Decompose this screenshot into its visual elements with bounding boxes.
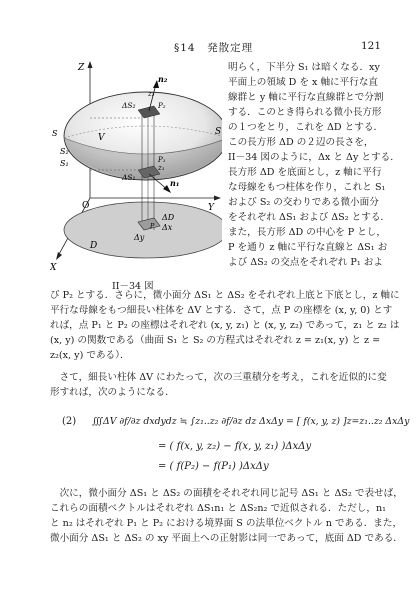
text-line: z₂(x, y) である）． xyxy=(50,350,130,361)
text-line: また，長方形 ΔD の中心を P とし， xyxy=(228,227,386,238)
text-line: 平行な母線をもつ細長い柱体を ΔV とする．さて，点 P の座標を (x, y, 0) とす xyxy=(50,305,393,316)
text-line: および S₂ の交わりである微小面分 xyxy=(228,197,379,208)
label-ds1: ΔS₁ xyxy=(122,173,136,182)
page-number: 121 xyxy=(361,40,382,52)
text-line: 長方形 ΔD を底面とし，z 軸に平行 xyxy=(228,167,382,178)
text-line: これらの面積ベクトルはそれぞれ ΔS₁n₁ と ΔS₂n₂ で近似される．ただし，n₁ xyxy=(50,503,386,514)
text-line: P を通り z 軸に平行な直線と ΔS₁ お xyxy=(228,242,388,253)
text-line: と n₂ はそれぞれ P₁ と P₂ における境界面 S の法単位ベクトル n である．また， xyxy=(50,518,403,529)
label-d: D xyxy=(90,241,98,251)
label-z1: z₁ xyxy=(158,164,165,172)
y-arrow-icon xyxy=(214,196,221,201)
text-line: さて，細長い柱体 ΔV にわたって，次の三重積分を考え，これを近似的に変 xyxy=(50,372,387,383)
label-y: Y xyxy=(208,203,214,213)
label-x: X xyxy=(50,263,57,273)
equation-number: (2) xyxy=(62,416,77,427)
text-line: 平面上の領域 D を x 軸に平行な直 xyxy=(228,77,379,88)
label-dx: Δx xyxy=(162,223,173,232)
label-z2: z₂ xyxy=(148,90,155,98)
equation-line-1: ∭ΔV ∂f/∂z dxdydz ≒ ∫z₁..z₂ ∂f/∂z dz ΔxΔy = [ f(x, y, z) ]z=z₁..z₂ ΔxΔy xyxy=(92,416,410,427)
label-s-left: S xyxy=(52,129,58,138)
label-dd: ΔD xyxy=(162,213,175,222)
x-arrow-icon xyxy=(56,252,62,260)
label-p2: P₂ xyxy=(158,102,166,110)
equation-line-3: = ( f(P₂) − f(P₁) )ΔxΔy xyxy=(158,461,269,472)
text-line: 線群と y 軸に平行な直線群とで分割 xyxy=(228,92,384,103)
text-line: 微小面分 ΔS₁ と ΔS₂ の xy 平面上への正射影は同一であって，底面 ΔD である． xyxy=(50,533,403,544)
text-line: この長方形 ΔD の２辺の長さを， xyxy=(228,137,374,148)
text-line: 形すれば，次のようになる． xyxy=(50,387,175,398)
label-p: P xyxy=(150,222,155,230)
text-line: れば，点 P₁ と P₂ の座標はそれぞれ (x, y, z₁) と (x, y, z₂) であって，z₁ と z₂ は xyxy=(50,320,400,331)
text-line: II－34 図のように，Δx と Δy とする． xyxy=(228,152,400,163)
label-ds2: ΔS₂ xyxy=(122,101,136,110)
z-arrow-icon xyxy=(88,61,93,68)
label-z: Z xyxy=(78,63,85,73)
text-line: をそれぞれ ΔS₁ および ΔS₂ とする． xyxy=(228,212,391,223)
figure-ii-34 xyxy=(50,58,222,278)
label-o: O xyxy=(82,201,90,211)
running-head: §14 発散定理 xyxy=(174,42,254,54)
label-p1: P₁ xyxy=(158,156,166,164)
text-line: び P₂ とする．さらに，微小面分 ΔS₁ と ΔS₂ をそれぞれ上底と下底とし，z 軸に xyxy=(50,290,400,301)
text-line: の１つをとり，これを ΔD とする． xyxy=(228,122,384,133)
figure-caption: II－34 図 xyxy=(112,281,154,292)
label-s: S xyxy=(215,127,222,137)
label-s1: S₁ xyxy=(60,159,69,168)
text-line: な母線をもつ柱体を作り，これと S₁ xyxy=(228,182,386,193)
text-line: する．このとき得られる微小長方形 xyxy=(228,107,382,118)
text-line: 次に，微小面分 ΔS₁ と ΔS₂ の面積をそれぞれ同じ記号 ΔS₁ と ΔS₂ で表せば， xyxy=(50,488,403,499)
label-s2: S₂ xyxy=(60,147,69,156)
label-v: V xyxy=(98,133,105,143)
label-dy: Δy xyxy=(134,233,145,242)
text-line: (x, y) の関数である（曲面 S₁ と S₂ の方程式はそれぞれ z = z₁(x, y) と z = xyxy=(50,335,381,346)
label-n1: n₁ xyxy=(170,178,180,188)
equation-line-2: = ( f(x, y, z₂) − f(x, y, z₁) )ΔxΔy xyxy=(158,441,312,452)
text-line: 明らく，下半分 S₁ は暗くなる．xy xyxy=(228,62,380,73)
text-line: よび ΔS₂ の交点をそれぞれ P₁ およ xyxy=(228,257,383,268)
label-n2: n₂ xyxy=(158,74,168,84)
